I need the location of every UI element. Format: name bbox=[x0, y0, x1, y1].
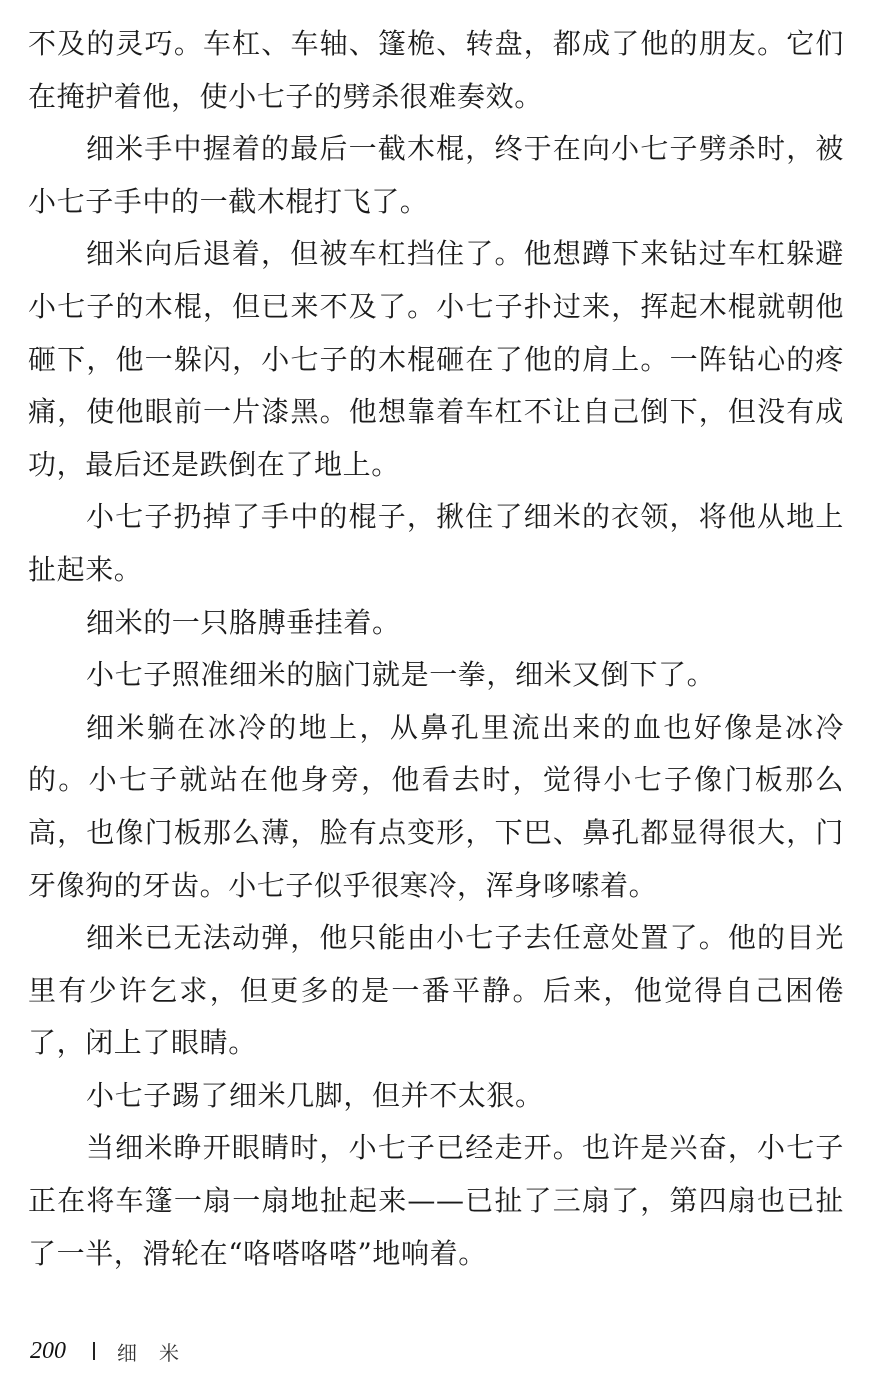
paragraph: 细米向后退着，但被车杠挡住了。他想蹲下来钻过车杠躲避小七子的木棍，但已来不及了。小七子扑过来，挥起木棍就朝他砸下，他一躲闪，小七子的木棍砸在了他的肩上。一阵钻心的疼痛，使他眼前一片漆黑。他想靠着车杠不让自己倒下，但没有成功，最后还是跌倒在了地上。 bbox=[28, 237, 844, 481]
paragraph-continued: 不及的灵巧。车杠、车轴、篷桅、转盘，都成了他的朋友。它们在掩护着他，使小七子的劈杀很难奏效。 bbox=[28, 27, 844, 113]
page-footer bbox=[30, 1334, 201, 1368]
paragraph: 细米已无法动弹，他只能由小七子去任意处置了。他的目光里有少许乞求，但更多的是一番平静。后来，他觉得自己困倦了，闭上了眼睛。 bbox=[28, 921, 844, 1060]
paragraph: 当细米睁开眼睛时，小七子已经走开。也许是兴奋，小七子正在将车篷一扇一扇地扯起来——已扯了三扇了，第四扇也已扯了一半，滑轮在“咯嗒咯嗒”地响着。 bbox=[28, 1131, 844, 1270]
book-page-body bbox=[28, 18, 844, 1280]
page-number: 200 bbox=[30, 1337, 66, 1364]
paragraph: 细米手中握着的最后一截木棍，终于在向小七子劈杀时，被小七子手中的一截木棍打飞了。 bbox=[28, 132, 844, 218]
paragraph: 细米躺在冰冷的地上，从鼻孔里流出来的血也好像是冰冷的。小七子就站在他身旁，他看去时，觉得小七子像门板那么高，也像门板那么薄，脸有点变形，下巴、鼻孔都显得很大，门牙像狗的牙齿。小七子似乎很寒冷，浑身哆嗦着。 bbox=[28, 710, 844, 902]
paragraph: 细米的一只胳膊垂挂着。 bbox=[86, 605, 401, 639]
paragraph: 小七子踢了细米几脚，但并不太狠。 bbox=[86, 1078, 544, 1112]
running-title: 细米 bbox=[117, 1340, 201, 1365]
paragraph: 小七子照准细米的脑门就是一拳，细米又倒下了。 bbox=[86, 658, 716, 692]
footer-divider bbox=[93, 1342, 95, 1360]
paragraph: 小七子扔掉了手中的棍子，揪住了细米的衣领，将他从地上扯起来。 bbox=[28, 500, 844, 586]
